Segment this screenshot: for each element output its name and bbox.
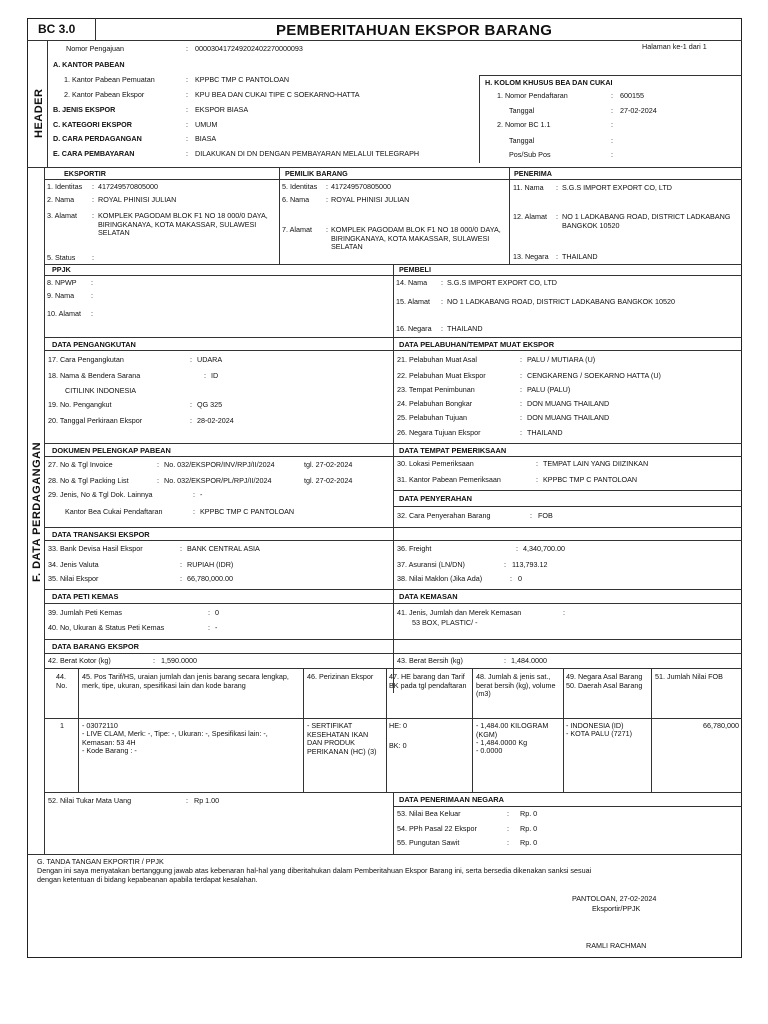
colon: : (204, 371, 206, 380)
kemasan-title: DATA KEMASAN (399, 592, 458, 601)
sarana-flag: ID (211, 371, 219, 380)
side-label-trade: F. DATA PERDAGANGAN (31, 441, 43, 582)
muat-asal-label: 21. Pelabuhan Muat Asal (397, 355, 477, 364)
colon: : (507, 824, 509, 833)
berat-bersih-label: 43. Berat Bersih (kg) (397, 656, 463, 665)
eksportir-identitas: 417249570805000 (98, 182, 158, 191)
colon: : (556, 183, 558, 192)
pph: Rp. 0 (520, 824, 538, 833)
sarana-label: 18. Nama & Bendera Sarana (48, 371, 141, 380)
goods-row-fob: 66,780,000 (703, 721, 739, 730)
penerima-negara: THAILAND (562, 252, 598, 261)
penerimaan-header-divider (393, 806, 742, 807)
tanggal-label: Tanggal (509, 106, 535, 115)
pemuatan-value: KPPBC TMP C PANTOLOAN (195, 75, 290, 84)
colon: : (611, 91, 613, 100)
muat-asal: PALU / MUTIARA (U) (527, 355, 596, 364)
mid-col-divider (393, 264, 394, 693)
penyerahan-header-divider (393, 506, 742, 507)
muat-ekspor-label: 22. Pelabuhan Muat Ekspor (397, 371, 486, 380)
colon: : (507, 838, 509, 847)
transaksi-divider (44, 527, 742, 528)
colon: : (186, 105, 188, 114)
berat-kotor-label: 42. Berat Kotor (kg) (48, 656, 111, 665)
sawit-label: 55. Pungutan Sawit (397, 838, 460, 847)
eksportir-alamat-label: 3. Alamat (47, 211, 77, 220)
pelabuhan-title: DATA PELABUHAN/TEMPAT MUAT EKSPOR (399, 340, 555, 349)
nomor-pendaftaran: 600155 (620, 91, 644, 100)
eksportir-nama: ROYAL PHINISI JULIAN (98, 195, 177, 204)
colon: : (186, 44, 188, 53)
col-46-header: 46. Perizinan Ekspor (307, 672, 374, 681)
colon: : (91, 278, 93, 287)
invoice-label: 27. No & Tgl Invoice (48, 460, 113, 469)
negara-tujuan-label: 26. Negara Tujuan Ekspor (397, 428, 481, 437)
pemilik-alamat: KOMPLEK PAGODAM BLOK F1 NO 18 000/0 DAYA, BIRINGKANAYA, KOTA MAKASSAR, SULAWESI SELATAN (331, 225, 501, 252)
colon: : (520, 428, 522, 437)
pph-label: 54. PPh Pasal 22 Ekspor (397, 824, 477, 833)
pemilik-identitas: 417249570805000 (331, 182, 391, 191)
kemasan-value: 53 BOX, PLASTIC/ - (412, 618, 478, 627)
pengangkutan-title: DATA PENGANGKUTAN (52, 340, 136, 349)
nilai-label: 35. Nilai Ekspor (48, 574, 99, 583)
colon: : (190, 416, 192, 425)
colon: : (190, 400, 192, 409)
pembayaran-label: E. CARA PEMBAYARAN (53, 149, 135, 158)
party-col-divider-2 (509, 167, 510, 264)
jenis-label: B. JENIS EKSPOR (53, 105, 116, 114)
barang-divider (44, 639, 742, 640)
col-48-header: 48. Jumlah & jenis sat., berat bersih (kg), volume (m3) (476, 672, 556, 699)
goods-row-kode: - Kode Barang : - (82, 746, 137, 755)
bea-keluar: Rp. 0 (520, 809, 538, 818)
goods-row-negara: - INDONESIA (ID) (566, 721, 624, 730)
col-49-header: 49. Negara Asal Barang 50. Daerah Asal Barang (566, 672, 643, 690)
title-code-divider (95, 18, 96, 40)
penerima-alamat: NO 1 LADKABANG ROAD, DISTRICT LADKABANG BANGKOK 10520 (562, 212, 731, 230)
transaksi-header-divider (44, 540, 742, 541)
eksportir-identitas-label: 1. Identitas (47, 182, 83, 191)
document-title: PEMBERITAHUAN EKSPOR BARANG (276, 22, 553, 39)
colon: : (326, 225, 328, 234)
colon: : (92, 253, 94, 262)
penyerahan-title: DATA PENYERAHAN (399, 494, 472, 503)
perdagangan-value: BIASA (195, 134, 217, 143)
goods-col-1 (78, 668, 79, 792)
signature-statement-1: Dengan ini saya menyatakan bertanggung jawab atas kebenaran hal-hal yang diberitahukan dalam Pemberitahuan Ekspor Barang ini, serta bersedia dikenakan sanksi sesuai (37, 866, 592, 875)
negara-tujuan: THAILAND (527, 428, 563, 437)
kantor-pabean-title: A. KANTOR PABEAN (53, 60, 125, 69)
pembeli-title: PEMBELI (399, 265, 431, 274)
colon: : (520, 385, 522, 394)
pengangkutan-header-divider (44, 350, 742, 351)
kemasan-label: 41. Jenis, Jumlah dan Merek Kemasan (397, 608, 522, 617)
packing-tgl: tgl. 27-02-2024 (304, 476, 353, 485)
nomor-pengajuan-label: Nomor Pengajuan (66, 44, 124, 53)
ppjk-alamat-label: 10. Alamat (47, 309, 81, 318)
dokumen-title: DOKUMEN PELENGKAP PABEAN (52, 446, 171, 455)
penerima-nama-label: 11. Nama (513, 183, 544, 192)
colon: : (180, 560, 182, 569)
goods-col-3 (386, 668, 387, 792)
penerimaan-col-divider (393, 792, 394, 854)
goods-row-daerah: - KOTA PALU (7271) (566, 729, 633, 738)
goods-row-jumlah2: - 1,484.0000 Kg (476, 738, 528, 747)
colon: : (504, 560, 506, 569)
no-angkut-label: 19. No. Pengangkut (48, 400, 112, 409)
freight-label: 36. Freight (397, 544, 432, 553)
ekspor-value: KPU BEA DAN CUKAI TIPE C SOEKARNO-HATTA (195, 90, 360, 99)
barang-header-divider (44, 653, 742, 654)
goods-row-jumlah3: - 0.0000 (476, 746, 503, 755)
asuransi: 113,793.12 (512, 560, 548, 569)
colon: : (157, 460, 159, 469)
colon: : (186, 149, 188, 158)
pemilik-alamat-label: 7. Alamat (282, 225, 312, 234)
colon: : (556, 212, 558, 221)
header-divider (27, 167, 742, 168)
valuta-label: 34. Jenis Valuta (48, 560, 99, 569)
tgl-ekspor: 28-02-2024 (197, 416, 234, 425)
pembeli-alamat-label: 15. Alamat (396, 297, 430, 306)
colon: : (611, 136, 613, 145)
maklon: 0 (518, 574, 522, 583)
tanggal-value: 27-02-2024 (620, 106, 657, 115)
bank-label: 33. Bank Devisa Hasil Ekspor (48, 544, 143, 553)
nomor-bc11-label: 2. Nomor BC 1.1 (497, 120, 551, 129)
cara-serah: FOB (538, 511, 553, 520)
penerimaan-title: DATA PENERIMAAN NEGARA (399, 795, 504, 804)
eksportir-alamat: KOMPLEK PAGODAM BLOK F1 NO 18 000/0 DAYA, BIRINGKANAYA, KOTA MAKASSAR, SULAWESI SELATAN (98, 211, 268, 238)
valuta: RUPIAH (IDR) (187, 560, 234, 569)
tujuan: DON MUANG THAILAND (527, 413, 610, 422)
colon: : (326, 195, 328, 204)
penerima-nama: S.G.S IMPORT EXPORT CO, LTD (562, 183, 672, 192)
colon: : (611, 120, 613, 129)
colon: : (507, 809, 509, 818)
pembeli-negara: THAILAND (447, 324, 483, 333)
kantor-periksa-label: 31. Kantor Pabean Pemeriksaan (397, 475, 501, 484)
colon: : (208, 608, 210, 617)
invoice: No. 032/EKSPOR/INV/RPJ/II/2024 (164, 460, 275, 469)
colon: : (186, 796, 188, 805)
signature-statement-2: dengan ketentuan di bidang kepabeanan apabila terdapat kesalahan. (37, 875, 258, 884)
tgl-ekspor-label: 20. Tanggal Perkiraan Ekspor (48, 416, 143, 425)
pemilik-nama: ROYAL PHINISI JULIAN (331, 195, 410, 204)
bongkar-label: 24. Pelabuhan Bongkar (397, 399, 473, 408)
colon: : (208, 623, 210, 632)
col-51-header: 51. Jumlah Nilai FOB (655, 672, 723, 681)
penerima-alamat-label: 12. Alamat (513, 212, 547, 221)
no-peti: - (215, 623, 218, 632)
colon: : (556, 252, 558, 261)
kategori-label: C. KATEGORI EKSPOR (53, 120, 132, 129)
freight: 4,340,700.00 (523, 544, 565, 553)
ekspor-label: 2. Kantor Pabean Ekspor (64, 90, 145, 99)
tujuan-label: 25. Pelabuhan Tujuan (397, 413, 467, 422)
pembeli-negara-label: 16. Negara (396, 324, 432, 333)
goods-col-6 (651, 668, 652, 792)
colon: : (520, 371, 522, 380)
form-code: BC 3.0 (38, 22, 76, 36)
colon: : (516, 544, 518, 553)
tanggal2-label: Tanggal (509, 136, 535, 145)
pembeli-nama-label: 14. Nama (396, 278, 428, 287)
nomor-pendaftaran-label: 1. Nomor Pendaftaran (497, 91, 568, 100)
goods-col-5 (563, 668, 564, 792)
pemuatan-label: 1. Kantor Pabean Pemuatan (64, 75, 155, 84)
dok-lain-label: 29. Jenis, No & Tgl Dok. Lainnya (48, 490, 153, 499)
goods-row-bk: BK: 0 (389, 741, 407, 750)
party-header-divider (44, 179, 742, 180)
goods-col-4 (472, 668, 473, 792)
side-label-header: HEADER (33, 88, 45, 138)
colon: : (536, 475, 538, 484)
eksportir-nama-label: 2. Nama (47, 195, 75, 204)
pembeli-alamat: NO 1 LADKABANG ROAD, DISTRICT LADKABANG BANGKOK 10520 (447, 297, 675, 306)
dokumen-divider (44, 443, 742, 444)
ppjk-npwp-label: 8. NPWP (47, 278, 77, 287)
title-divider (27, 40, 742, 41)
goods-row-he: HE: 0 (389, 721, 407, 730)
colon: : (611, 106, 613, 115)
muat-ekspor: CENGKARENG / SOEKARNO HATTA (U) (527, 371, 661, 380)
bea-keluar-label: 53. Nilai Bea Keluar (397, 809, 461, 818)
colon: : (186, 75, 188, 84)
peti-header-divider (44, 603, 742, 604)
kategori-value: UMUM (195, 120, 218, 129)
pemilik-nama-label: 6. Nama (282, 195, 310, 204)
signature-role: Eksportir/PPJK (592, 904, 641, 913)
goods-row-no: 1 (60, 721, 64, 730)
jumlah-peti: 0 (215, 608, 219, 617)
berat-kotor: 1,590.0000 (161, 656, 197, 665)
maklon-label: 38. Nilai Maklon (Jika Ada) (397, 574, 483, 583)
colon: : (441, 297, 443, 306)
colon: : (92, 211, 94, 220)
penyerahan-divider (393, 490, 742, 491)
colon: : (193, 490, 195, 499)
transaksi-title: DATA TRANSAKSI EKSPOR (52, 530, 150, 539)
header-side-divider (47, 40, 48, 167)
lokasi: TEMPAT LAIN YANG DIIZINKAN (543, 459, 649, 468)
colon: : (530, 511, 532, 520)
dok-lain: - (200, 490, 203, 499)
goods-row-jumlah1: - 1,484.00 KILOGRAM (KGM) (476, 721, 549, 739)
colon: : (326, 182, 328, 191)
pemilik-identitas-label: 5. Identitas (282, 182, 318, 191)
colon: : (441, 278, 443, 287)
nomor-pengajuan: 000030417249202402270000093 (195, 44, 303, 53)
sarana-name: CITILINK INDONESIA (65, 386, 137, 395)
lokasi-label: 30. Lokasi Pemeriksaan (397, 459, 474, 468)
cara-angkut-label: 17. Cara Pengangkutan (48, 355, 124, 364)
signature-divider (27, 854, 742, 855)
ppjk-nama-label: 9. Nama (47, 291, 75, 300)
colon: : (611, 150, 613, 159)
colon: : (193, 507, 195, 516)
colon: : (520, 399, 522, 408)
signature-place-date: PANTOLOAN, 27-02-2024 (572, 894, 657, 903)
timbun-label: 23. Tempat Penimbunan (397, 385, 475, 394)
colon: : (180, 574, 182, 583)
colon: : (510, 574, 512, 583)
no-angkut: QG 325 (197, 400, 223, 409)
goods-row-hs: - 03072110 (82, 721, 118, 730)
colon: : (180, 544, 182, 553)
barang-title: DATA BARANG EKSPOR (52, 642, 139, 651)
bea-cukai-title: H. KOLOM KHUSUS BEA DAN CUKAI (485, 78, 613, 87)
cara-serah-label: 32. Cara Penyerahan Barang (397, 511, 491, 520)
kurs-value: Rp 1.00 (194, 796, 220, 805)
goods-table-top (44, 668, 742, 669)
penerima-negara-label: 13. Negara (513, 252, 549, 261)
goods-row-desc: - LIVE CLAM, Merk: -, Tipe: -, Ukuran: -, Spesifikasi lain: -, Kemasan: 53 4H (82, 729, 268, 747)
pemilik-title: PEMILIK BARANG (285, 169, 348, 178)
pemeriksaan-title: DATA TEMPAT PEMERIKSAAN (399, 446, 507, 455)
ppjk-title: PPJK (52, 265, 71, 274)
peti-title: DATA PETI KEMAS (52, 592, 119, 601)
goods-col-2 (303, 668, 304, 792)
colon: : (504, 656, 506, 665)
cara-angkut: UDARA (197, 355, 223, 364)
eksportir-status-label: 5. Status (47, 253, 76, 262)
colon: : (190, 355, 192, 364)
trade-side-divider (44, 167, 45, 854)
perdagangan-label: D. CARA PERDAGANGAN (53, 134, 142, 143)
jumlah-peti-label: 39. Jumlah Peti Kemas (48, 608, 122, 617)
page-info: Halaman ke-1 dari 1 (642, 42, 707, 51)
colon: : (186, 134, 188, 143)
colon: : (91, 309, 93, 318)
kantor-daftar: KPPBC TMP C PANTOLOAN (200, 507, 295, 516)
pos-label: Pos/Sub Pos (509, 150, 551, 159)
packing: No. 032/EKSPOR/PL/RPJ/II/2024 (164, 476, 272, 485)
penerima-title: PENERIMA (514, 169, 552, 178)
colon: : (92, 195, 94, 204)
invoice-tgl: tgl. 27-02-2024 (304, 460, 353, 469)
colon: : (520, 355, 522, 364)
col-47-header: 47. HE barang dan Tarif BK pada tgl pendaftaran (389, 672, 467, 690)
col-44-header: 44. No. (56, 672, 68, 690)
timbun: PALU (PALU) (527, 385, 571, 394)
nilai: 66,780,000.00 (187, 574, 233, 583)
pengangkutan-divider (44, 337, 742, 338)
colon: : (186, 90, 188, 99)
goods-table-header-bottom (44, 718, 742, 719)
no-peti-label: 40. No, Ukuran & Status Peti Kemas (48, 623, 165, 632)
peti-divider (44, 589, 742, 590)
kantor-daftar-label: Kantor Bea Cukai Pendaftaran (65, 507, 163, 516)
eksportir-title: EKSPORTIR (64, 169, 106, 178)
colon: : (186, 120, 188, 129)
party-col-divider-1 (279, 167, 280, 264)
packing-label: 28. No & Tgl Packing List (48, 476, 129, 485)
jenis-value: EKSPOR BIASA (195, 105, 249, 114)
colon: : (153, 656, 155, 665)
kantor-periksa: KPPBC TMP C PANTOLOAN (543, 475, 638, 484)
kurs-label: 52. Nilai Tukar Mata Uang (48, 796, 132, 805)
colon: : (92, 182, 94, 191)
dokumen-header-divider (44, 456, 742, 457)
asuransi-label: 37. Asuransi (LN/DN) (397, 560, 465, 569)
colon: : (536, 459, 538, 468)
pembeli-nama: S.G.S IMPORT EXPORT CO, LTD (447, 278, 557, 287)
colon: : (157, 476, 159, 485)
signature-name: RAMLI RACHMAN (586, 941, 647, 950)
colon: : (91, 291, 93, 300)
sawit: Rp. 0 (520, 838, 538, 847)
goods-row-izin: - SERTIFIKAT KESEHATAN IKAN DAN PRODUK PERIKANAN (HC) (3) (307, 721, 377, 756)
bank: BANK CENTRAL ASIA (187, 544, 260, 553)
bongkar: DON MUANG THAILAND (527, 399, 610, 408)
colon: : (563, 608, 565, 617)
signature-title: G. TANDA TANGAN EKPORTIR / PPJK (37, 857, 164, 866)
colon: : (520, 413, 522, 422)
col-45-header: 45. Pos Tarif/HS, uraian jumlah dan jenis barang secara lengkap, merk, tipe, ukuran, spesifikasi lain dan kode barang (82, 672, 289, 690)
colon: : (441, 324, 443, 333)
pembayaran-value: DILAKUKAN DI DN DENGAN PEMBAYARAN MELALUI TELEGRAPH (195, 149, 420, 158)
berat-bersih: 1,484.0000 (511, 656, 547, 665)
